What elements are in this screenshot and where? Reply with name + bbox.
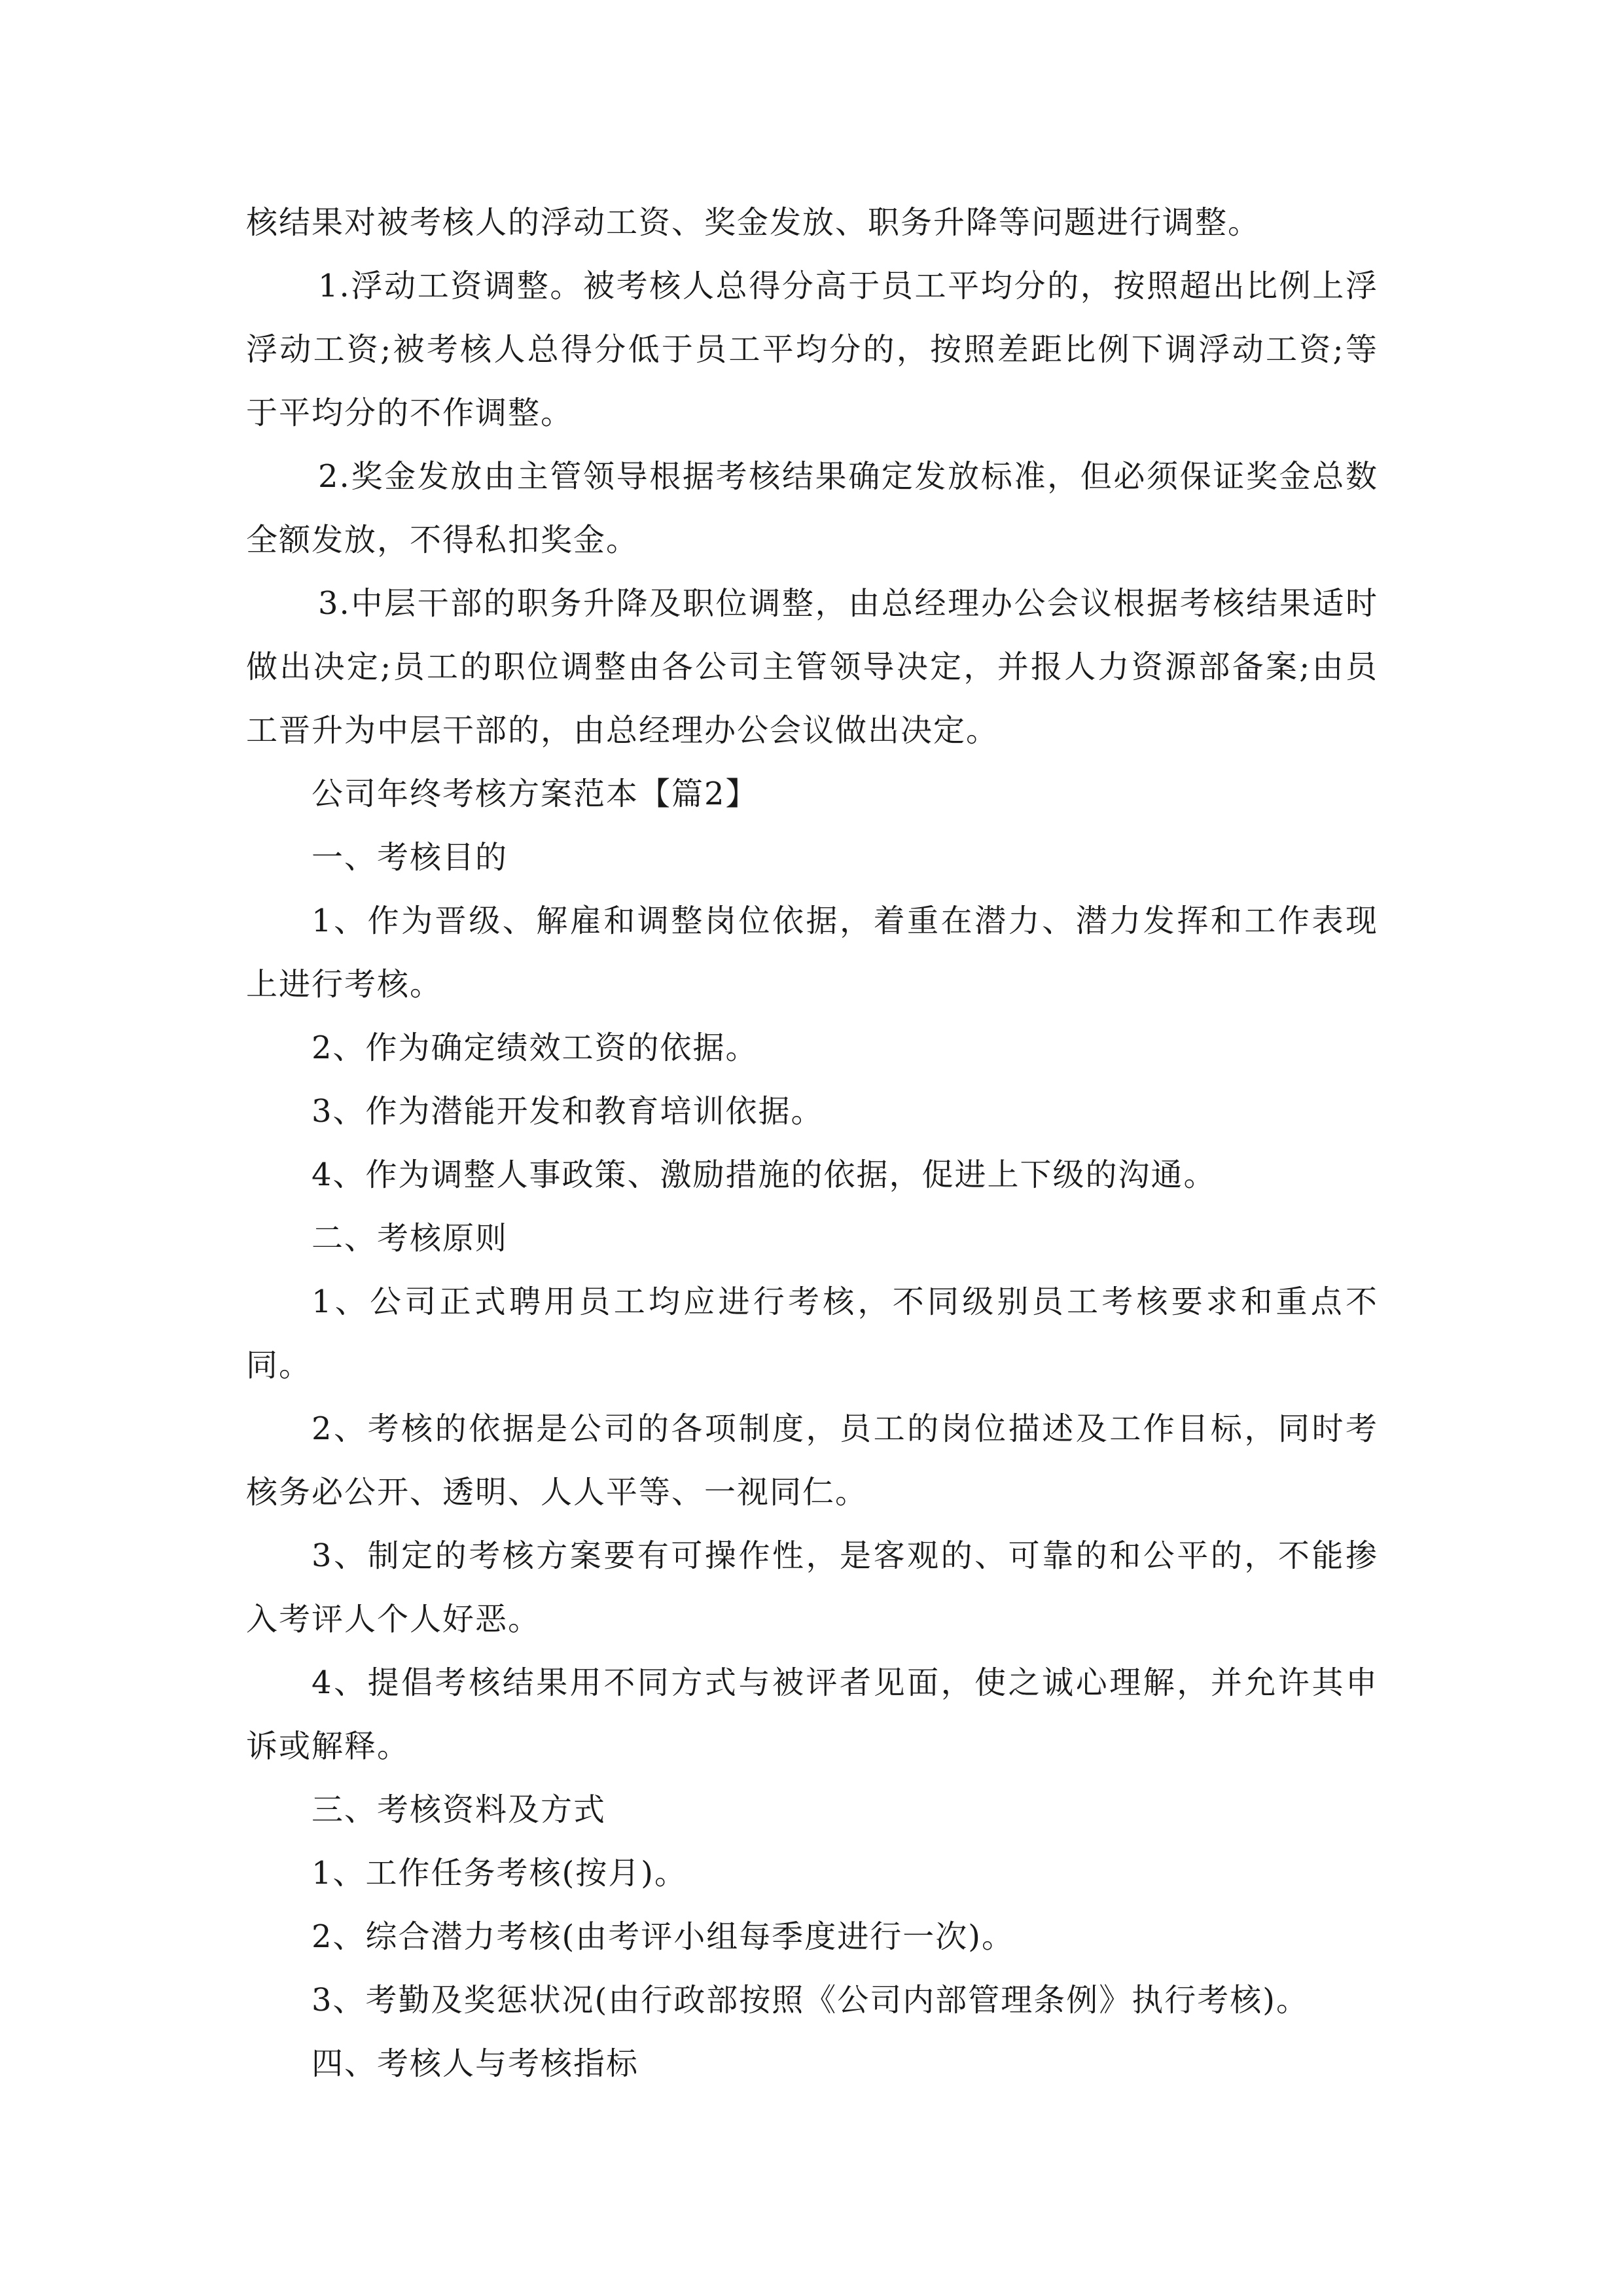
method-item-2: 2、综合潜力考核(由考评小组每季度进行一次)。	[312, 1918, 1014, 1955]
document-body	[246, 191, 1378, 2096]
paragraph-item-2: 2.奖金发放由主管领导根据考核结果确定发放标准，但必须保证奖金总数全额发放，不得私扣奖金。	[246, 458, 1378, 558]
purpose-item-3: 3、作为潜能开发和教育培训依据。	[312, 1093, 824, 1130]
heading-principles: 二、考核原则	[312, 1220, 508, 1257]
heading-purpose: 一、考核目的	[312, 839, 508, 876]
principle-item-1: 1、公司正式聘用员工均应进行考核，不同级别员工考核要求和重点不同。	[246, 1283, 1378, 1384]
paragraph-item-1: 1.浮动工资调整。被考核人总得分高于员工平均分的，按照超出比例上浮浮动工资;被考核人总得分低于员工平均分的，按照差距比例下调浮动工资;等于平均分的不作调整。	[246, 268, 1378, 431]
heading-materials-methods: 三、考核资料及方式	[312, 1791, 607, 1828]
purpose-item-4: 4、作为调整人事政策、激励措施的依据，促进上下级的沟通。	[312, 1157, 1217, 1193]
paragraph-continuation: 核结果对被考核人的浮动工资、奖金发放、职务升降等问题进行调整。	[246, 204, 1261, 241]
method-item-3: 3、考勤及奖惩状况(由行政部按照《公司内部管理条例》执行考核)。	[312, 1982, 1309, 2018]
purpose-item-2: 2、作为确定绩效工资的依据。	[312, 1030, 758, 1066]
paragraph-item-3: 3.中层干部的职务升降及职位调整，由总经理办公会议根据考核结果适时做出决定;员工的职位调整由各公司主管领导决定，并报人力资源部备案;由员工晋升为中层干部的，由总经理办公会议做出决定。	[246, 585, 1378, 749]
purpose-item-1: 1、作为晋级、解雇和调整岗位依据，着重在潜力、潜力发挥和工作表现上进行考核。	[246, 903, 1378, 1003]
principle-item-4: 4、提倡考核结果用不同方式与被评者见面，使之诚心理解，并允许其申诉或解释。	[246, 1664, 1378, 1765]
principle-item-3: 3、制定的考核方案要有可操作性，是客观的、可靠的和公平的，不能掺入考评人个人好恶。	[246, 1537, 1378, 1638]
principle-item-2: 2、考核的依据是公司的各项制度，员工的岗位描述及工作目标，同时考核务必公开、透明、人人平等、一视同仁。	[246, 1410, 1378, 1511]
method-item-1: 1、工作任务考核(按月)。	[312, 1855, 687, 1892]
section-title: 公司年终考核方案范本【篇2】	[312, 776, 758, 812]
heading-assessors-indicators: 四、考核人与考核指标	[312, 2045, 639, 2082]
